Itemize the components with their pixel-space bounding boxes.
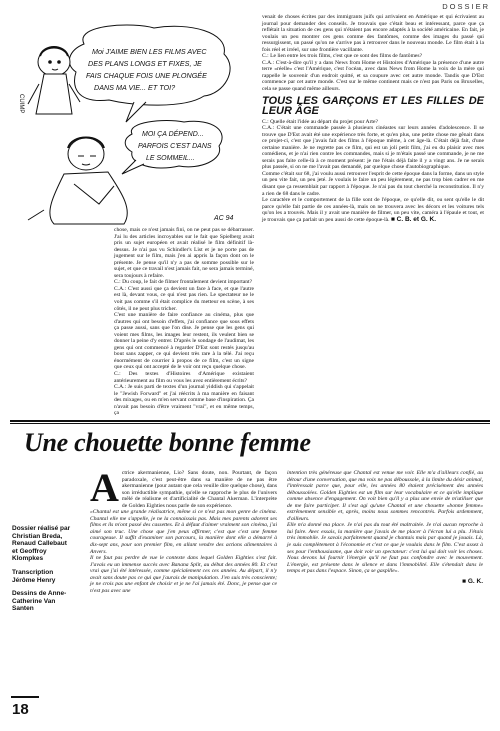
lead-paragraph [90, 465, 277, 510]
paragraph: C.A.: C'est aussi que ça devient un face à face, et que l'autre est là, devant vous, ce qui n'est pas rien. Le spectateur ne le voit pas comme s'il était complice du metteur en scène, à ses côtés, il ne peut plus tricher. [114, 285, 254, 312]
section-header: DOSSIER [442, 2, 490, 11]
paragraph: C.: Le lien entre les trois films, c'est que ce sont des films de fantômes? [262, 53, 423, 60]
paragraph: Il ne faut pas perdre de vue le contexte dans lequel Golden Eighties s'est fait. J'avais eu un immense succès avec Banana Split, au début des années 80. Et c'est vrai que j'ai été intéressée, comme spécialement ces ces années. Au départ, il n'y avait sans doute pas ce qui que j'aurais de manipulation. J'en suis très consciente; je ne crois pas une enfant de choisir et je ne l'ai jamais été. Donc, je pense que ce n'est pas avec une [90, 555, 277, 594]
section-divider-thin [10, 423, 490, 424]
subheading: TOUS LES GARÇONS ET LES FILLES DE LEUR ÂGE [262, 94, 484, 118]
cartoon-signature: AC 94 [214, 215, 234, 222]
credit-drawings: Dessins de Anne-Catherine Van Santen [12, 590, 67, 613]
paragraph: venait de choses écrites par des immigrants juifs qui arrivaient en Amérique et qui écrivaient au journal pour demander des conseils. Je trouvais que c'était beau et intéressant, parce que ça reflétait la situation de ces gens qui n'étaient pas encore adaptés à la société américaine. En fait, je voulais un peu montrer ces gens comme des fantômes, comme des images du passé qui ressurgissent, un passé qu'on ne s'arrive pas à retrouver dans le nouveau monde. Le film était à la fois réel et irréel, sur une frontière vacillante. [262, 14, 484, 53]
page-number-bar [11, 696, 39, 698]
credit-dossier: Dossier réalisé par Christian Breda, Renaud Callebaut et Geoffroy Klompkes [12, 525, 71, 563]
paragraph: «Chantal est une grande réalisatrice, même si ce n'est pas mon genre de cinéma. Chantal elle me s'appelle, je ne la connaissais pas. Mais mes parents adorent ses films et ils m'ont passé des cassettes. Et à défaut d'aimer vraiment son cinéma, j'ai aimé son truc. Une chose que j'en peux affirmer, c'est que c'est une femme courageuse. Il suffit d'examiner son parcours, la manière dont elle a démarré à dix-sept ans, pour son premier film, en allant vendre des actions alimentaires à Anvers. [90, 509, 277, 555]
paragraph: chose, mais ce n'est jamais fini, on ne peut pas se débarrasser. J'ai lu des articles incroyables sur le fait que Spielberg avait pris un sujet européen et avait réalisé le film définitif là-dessus. Je n'ai pas vu Schindler's List et je ne porte pas de jugement sur le film, mais j'en ai appris la façon dont on le présente. Je pense qu'il n'y a pas de somme possible sur le sujet, et que ce travail n'est jamais fait, ne sera jamais terminé, sera toujours à refaire. [114, 227, 254, 279]
paragraph: C.: Du coup, le fait de filmer frontalement devient important? [114, 279, 253, 286]
bubble1-line4: DANS MA VIE... ET TOI? [94, 83, 176, 92]
credit-transcription: Transcription Jérôme Henry [12, 568, 56, 584]
left-column [114, 227, 254, 417]
bubble1-line3: FAIS CHAQUE FOIS UNE PLONGÉE [86, 71, 207, 80]
paragraph-with-signature [287, 522, 483, 574]
paragraph: C.A.: C'était une commande passée à plusieurs cinéastes sur leurs années d'adolescence. Il se trouve que D'Est avait été une expérience très forte, et qu'en plus, une petite chose me gênait dans ce projet-ci, c'est que j'avais fait des films à l'époque même, à cet âge-là. C'était déjà fait, d'une certaine manière. Je ne regrette pas ce film, qui est un joli petit film, j'ai eu du plaisir avec mes comédiens, et je n'ai rien contre les commandes, mais si je m'étais passé une commande, je ne me serais pas faite celle-là à ce moment présent: je me l'étais déjà faite il y a vingt ans. Je ne serais plus passée, si on ne me l'avait pas demandé, par quelque chose d'autobiographique. [262, 125, 484, 171]
paragraph: Comme c'était sur 68, j'ai voulu aussi retrouver l'esprit de cette époque dans la forme, dans un style un peu vite fait, un peu jeté. Je voulais le faire un peu légèrement, ne pas trop bien cadrer en me disant que ça ressemblait par rapport à l'époque. Je n'ai pas du tout cherché la reconstitution. Il n'y a rien de 68 dans le cadre. [262, 170, 484, 197]
article-column-1 [90, 465, 277, 594]
paragraph: C.: Des textes d'Histoires d'Amérique existaient antérieurement au film ou vous les avez entièrement écrits? [114, 371, 254, 384]
page-number: 18 [12, 701, 29, 718]
paragraph-text: Elle m'a donné ma place. Je n'ai pas du tout été maltraitée. Je n'ai aucun reproche à lui faire. Avec essais, la manière que j'avais de me placer à l'écran lui a plu. J'étais très immobile. Je savais parfaitement quand je chantais mais par quand je jouais. Là, je suis complètement à l'économie et c'est ce que je voulais dans le film. C'est assez à ses pour l'enthousiasme, que doit voir un spectateur: c'est lui qui doit voir les choses. Nous devons lui fournir l'énergie qu'il ne faut pas confondre avec le mouvement. L'énergie, est présente dans le silence et dans l'immobilité. Elle s'étendait dans le temps et pas dans l'espace. Sinon, ça se gaspille». [287, 522, 483, 575]
bubble2-line1: MOI ÇA DÉPEND... [142, 131, 204, 138]
bubble1-line1: Moi J'AIME BIEN LES FILMS AVEC [92, 47, 207, 56]
paragraph-with-signature [262, 197, 484, 223]
paragraph: C.A.: Je suis parti de textes d'un journal yiddish qui s'appelait le "Jewish Forward" et j'ai réécrits à ma manière en faisant des mixages, ou en m'en servant comme base d'inspiration. Ça n'avait pas besoin d'être vraiment "vrai", et en même temps, ça [114, 384, 254, 417]
paragraph: C.: Quelle était l'idée au départ du projet pour Arte? [262, 118, 378, 125]
article-column-2 [287, 470, 483, 585]
paragraph-text: Le caractère et le comportement de la fille sont de l'époque, ce qu'elle dit, ou sent qu'elle le dit parce qu'elle fait partie de ces années-là, mais on ne trouvera avec les décors et les voitures tels qu'on les a trouvés. Mais il y avait une manière de filmer, un peu vite, caméra à l'épaule et tout, et je trouvais que ça parlait un peu aussi de cette époque-là. [262, 197, 484, 223]
bubble2-line3: LE SOMMEIL... [146, 155, 195, 162]
paragraph: C'est une manière de faire confiance au cinéma, plus que d'autres qui ont besoin d'effets, j'ai confiance que sous effets ça passe aussi, sans que l'on dise. Je pense que les gens qui voient mes films, les images leur restent, ils veulent bien se donner la peine d'y entrer. D'après le sondage de l'audimat, les gens qui ont commencé à regarder D'Est sont restés jusqu'au bout sans zapper, ce qui devient très rare à la télé. J'ai reçu énormément de courrier à propos de ce film, c'est un signe que ceux qui ont accepté de le voir ont reçu quelque chose. [114, 312, 254, 371]
paragraph: intention très généreuse que Chantal est venue me voir. Elle m'a d'ailleurs confié, au détour d'une conversation, que ma voix ne pas déboussole, à la limite du désir animal, l'intéressait parce que, pour elle, les années 80 étaient précisément des années déboussolées. Golden Eighties est un film sur leur vocabulaire et ce qu'elle implique comme absence d'engagement. On voit bien qu'il y a plus une envie de m'utiliser que de me faire participer. Il s'est agi qu'une Chantal et une chouette «bonne femme» extrêmement sensible et, après, moins nous sommes rencontrés. Parfois ardemment, d'ailleurs. [287, 470, 483, 522]
paragraph: C.A.: C'est-à-dire qu'il y a dans News from Home et Histoires d'Amérique la présence d'une autre terre «réelle» c'est l'Amérique, c'est l'océan, avec dans News from Home la voix de la mère qui rappelle le souvenir d'un endroit quitté, et sa coupure avec cet autre monde. Tandis que D'Est commence par cet autre monde. C'est sur le même continent mais ce n'est pas Paris ou Bruxelles, cela se passe quand même ailleurs. [262, 59, 484, 93]
article-signature: ■ G. K. [462, 577, 483, 585]
article-signature-line [287, 579, 483, 586]
bubble1-line2: DES PLANS LONGS ET FIXES, JE [88, 59, 202, 68]
drop-cap: A [90, 465, 119, 510]
side-signature: CUIMP [18, 94, 24, 114]
credits-block [12, 525, 74, 619]
article-title: Une chouette bonne femme [24, 428, 311, 457]
interview-signature: ■ C. B. et G. K. [390, 215, 437, 223]
bubble2-line2: PARFOIS C'EST DANS [138, 143, 212, 150]
cartoon-illustration [14, 14, 244, 226]
lead-text: ctrice akermanienne, Lio? Sans doute, non. Pourtant, de façon paradoxale, c'est peut-être dans sa manière de ne pas être akermanienne (pour autant que cela veuille dire quelque chose), dans son irréductible sympathie, qu'elle se rapproche le plus de l'univers mêlé de réalisme et d'artificialité de Chantal Akerman. L'interprète de Golden Eighties nous parle de son expérience. [121, 470, 277, 509]
right-column [262, 14, 484, 223]
section-divider [10, 420, 490, 422]
character-bottom [28, 138, 127, 225]
